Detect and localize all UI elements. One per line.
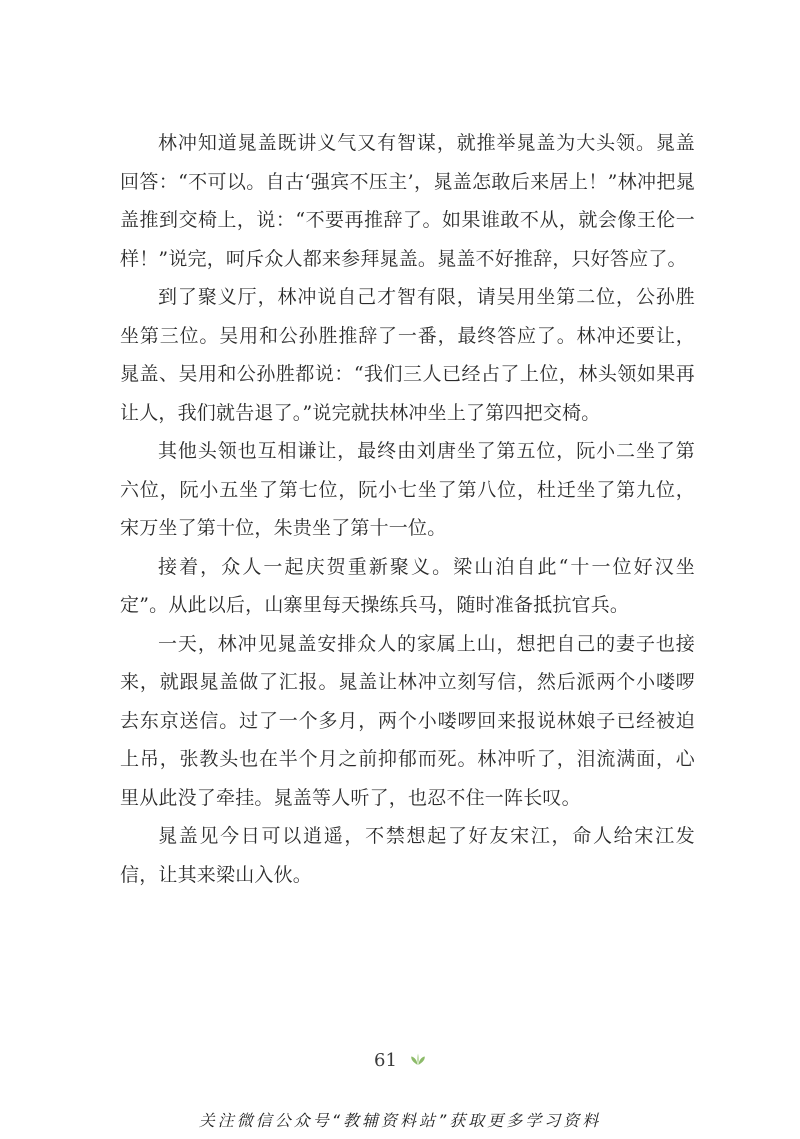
body-text: [120, 124, 695, 894]
page-number: 61: [374, 1050, 397, 1071]
page-footer: [0, 1050, 800, 1071]
paragraph: 林冲知道晁盖既讲义气又有智谋，就推举晁盖为大头领。晁盖回答：“不可以。自古‘强宾不压主’，晁盖怎敢后来居上！”林冲把晁盖推到交椅上，说：“不要再推辞了。如果谁敢不从，就会像王伦一样！”说完，呵斥众人都来参拜晁盖。晁盖不好推辞，只好答应了。: [120, 132, 695, 270]
sprout-leaf-icon: [410, 1051, 426, 1070]
paragraph: 一天，林冲见晁盖安排众人的家属上山，想把自己的妻子也接来，就跟晁盖做了汇报。晁盖让林冲立刻写信，然后派两个小喽啰去东京送信。过了一个多月，两个小喽啰回来报说林娘子已经被迫上吊，张教头也在半个月之前抑郁而死。林冲听了，泪流满面，心里从此没了牵挂。晁盖等人听了，也忍不住一阵长叹。: [120, 632, 695, 809]
paragraph: 接着，众人一起庆贺重新聚义。梁山泊自此“十一位好汉坐定”。从此以后，山寨里每天操练兵马，随时准备抵抗官兵。: [120, 555, 695, 616]
watermark-caption: 关注微信公众号“教辅资料站”获取更多学习资料: [198, 1111, 602, 1130]
paragraph: 其他头领也互相谦让，最终由刘唐坐了第五位，阮小二坐了第六位，阮小五坐了第七位，阮小七坐了第八位，杜迁坐了第九位，宋万坐了第十位，朱贵坐了第十一位。: [120, 440, 695, 539]
paragraph: 晁盖见今日可以逍遥，不禁想起了好友宋江，命人给宋江发信，让其来梁山入伙。: [120, 825, 695, 886]
paragraph: 到了聚义厅，林冲说自己才智有限，请吴用坐第二位，公孙胜坐第三位。吴用和公孙胜推辞了一番，最终答应了。林冲还要让，晁盖、吴用和公孙胜都说：“我们三人已经占了上位，林头领如果再让人，我们就告退了。”说完就扶林冲坐上了第四把交椅。: [120, 286, 695, 424]
